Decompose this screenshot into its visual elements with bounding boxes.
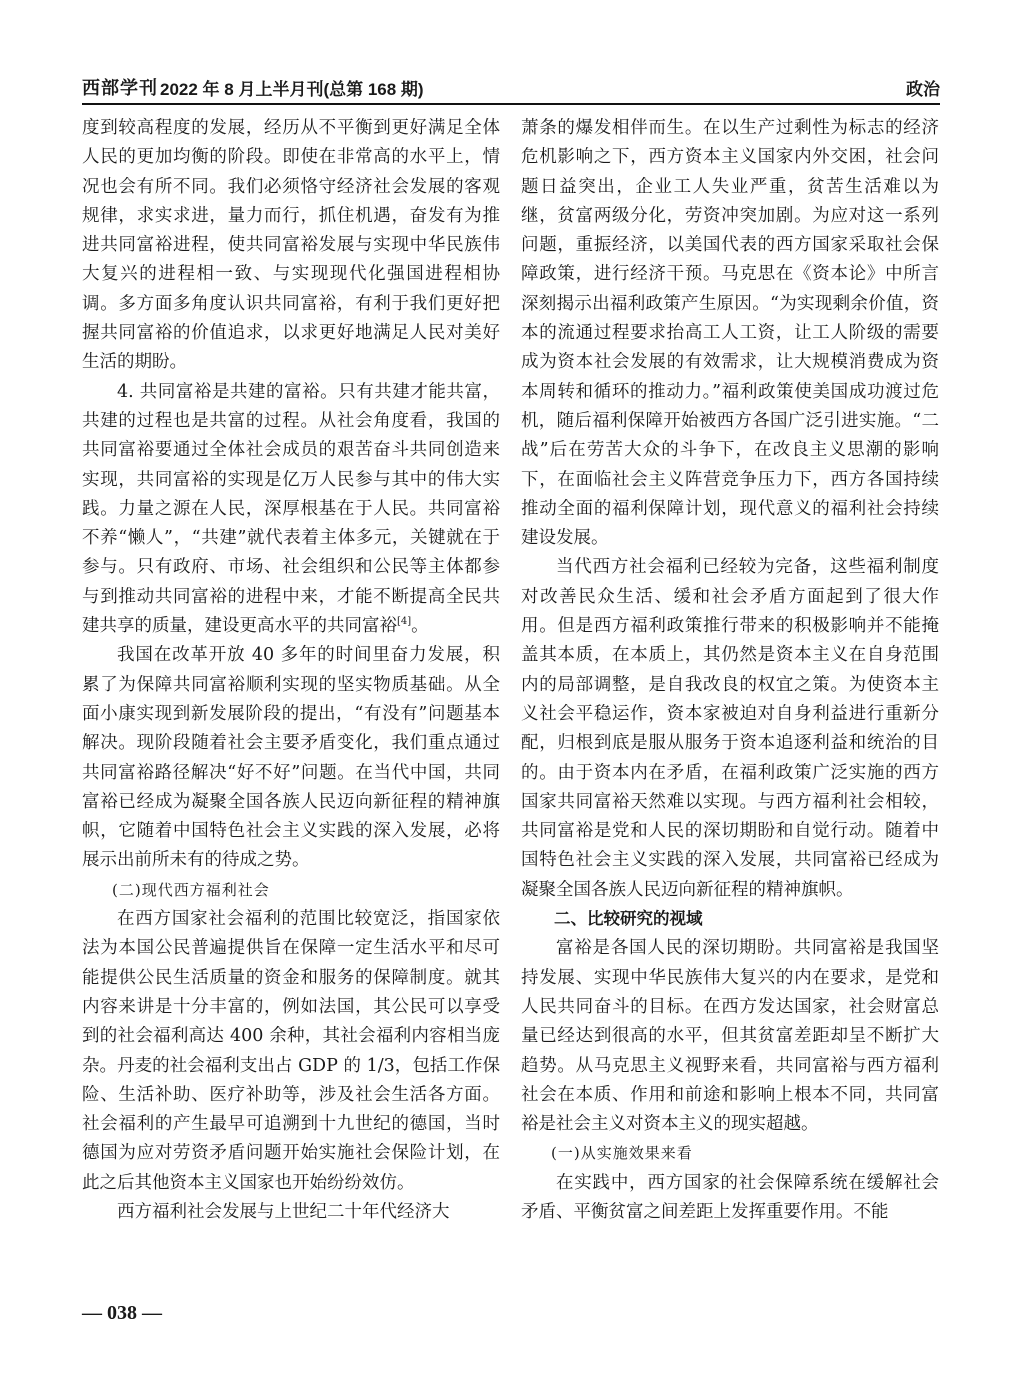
paragraph: 在西方国家社会福利的范围比较宽泛，指国家依法为本国公民普遍提供旨在保障一定生活水平和尽可能提供公民生活质量的资金和服务的保障制度。就其内容来讲是十分丰富的，例如法国，其公民可以享受到的社会福利高达 400 余种，其社会福利内容相当庞杂。丹麦的社会福利支出占 GDP 的 1/3，包括工作保险、生活补助、医疗补助等，涉及社会生活各方面。社会福利的产生最早可追溯到十九世纪的德国，当时德国为应对劳资矛盾问题开始实施社会保险计划，在此之后其他资本主义国家也开始纷纷效仿。	[82, 909, 500, 1193]
left-column	[82, 114, 500, 1227]
page-header	[82, 72, 940, 100]
paragraph: 当代西方社会福利已经较为完备，这些福利制度对改善民众生活、缓和社会矛盾方面起到了很大作用。但是西方福利政策推行带来的积极影响并不能掩盖其本质，在本质上，其仍然是资本主义在自身范围内的局部调整，是自我改良的权宜之策。为使资本主义社会平稳运作，资本家被迫对自身利益进行重新分配，归根到底是服从服务于资本追逐利益和统治的目的。由于资本内在矛盾，在福利政策广泛实施的西方国家共同富裕天然难以实现。与西方福利社会相较，共同富裕是党和人民的深切期盼和自觉行动。随着中国特色社会主义实践的深入发展，共同富裕已经成为凝聚全国各族人民迈向新征程的精神旗帜。	[521, 557, 939, 900]
paragraph: 萧条的爆发相伴而生。在以生产过剩性为标志的经济危机影响之下，西方资本主义国家内外交困，社会问题日益突出，企业工人失业严重，贫苦生活难以为继，贫富两级分化，劳资冲突加剧。为应对这一系列问题，重振经济，以美国代表的西方国家采取社会保障政策，进行经济干预。马克思在《资本论》中所言深刻揭示出福利政策产生原因。“为实现剩余价值，资本的流通过程要求抬高工人工资，让工人阶级的需要成为资本社会发展的有效需求，让大规模消费成为资本周转和循环的推动力。”福利政策使美国成功渡过危机，随后福利保障开始被西方各国广泛引进实施。“二战”后在劳苦大众的斗争下，在改良主义思潮的影响下，在面临社会主义阵营竞争压力下，西方各国持续推动全面的福利保障计划，现代意义的福利社会持续建设发展。	[521, 118, 939, 549]
journal-name: 西部学刊	[82, 78, 158, 99]
issue-info: 2022 年 8 月上半月刊(总第 168 期)	[160, 80, 424, 99]
paragraph: 富裕是各国人民的深切期盼。共同富裕是我国坚持发展、实现中华民族伟大复兴的内在要求，是党和人民共同奋斗的目标。在西方发达国家，社会财富总量已经达到很高的水平，但其贫富差距却呈不断扩大趋势。从马克思主义视野来看，共同富裕与西方福利社会在本质、作用和前途和影响上根本不同，共同富裕是社会主义对资本主义的现实超越。	[521, 938, 939, 1135]
section-heading: 二、比较研究的视域	[554, 910, 703, 929]
paragraph: 西方福利社会发展与上世纪二十年代经济大	[117, 1201, 450, 1222]
right-column	[521, 114, 939, 1227]
paragraph	[82, 378, 500, 642]
header-rule	[82, 103, 940, 105]
paragraph: 在实践中，西方国家的社会保障系统在缓解社会矛盾、平衡贫富之间差距上发挥重要作用。不能	[521, 1172, 939, 1222]
citation-ref: [4]	[397, 616, 412, 628]
section-name: 政治	[906, 80, 940, 99]
subsection-heading: (二)现代西方福利社会	[112, 880, 270, 899]
subsection-heading: (一)从实施效果来看	[551, 1144, 693, 1163]
page-number: — 038 —	[82, 1302, 162, 1324]
paragraph-text: 4. 共同富裕是共建的富裕。只有共建才能共富，共建的过程也是共富的过程。从社会角度看，我国的共同富裕要通过全体社会成员的艰苦奋斗共同创造来实现，共同富裕的实现是亿万人民参与其中的伟大实践。力量之源在人民，深厚根基在于人民。共同富裕不养“懒人”，“共建”就代表着主体多元，关键就在于参与。只有政府、市场、社会组织和公民等主体都参与到推动共同富裕的进程中来，才能不断提高全民共建共享的质量，建设更高水平的共同富裕	[82, 381, 500, 637]
paragraph: 我国在改革开放 40 多年的时间里奋力发展，积累了为保障共同富裕顺利实现的坚实物质基础。从全面小康实现到新发展阶段的提出，“有没有”问题基本解决。现阶段随着社会主要矛盾变化，我们重点通过共同富裕路径解决“好不好”问题。在当代中国，共同富裕已经成为凝聚全国各族人民迈向新征程的精神旗帜，它随着中国特色社会主义实践的深入发展，必将展示出前所未有的待成之势。	[82, 645, 500, 871]
paragraph-end: 。	[411, 616, 429, 637]
paragraph: 度到较高程度的发展，经历从不平衡到更好满足全体人民的更加均衡的阶段。即使在非常高的水平上，情况也会有所不同。我们必须恪守经济社会发展的客观规律，求实求进，量力而行，抓住机遇，奋发有为推进共同富裕进程，使共同富裕发展与实现中华民族伟大复兴的进程相一致、与实现现代化强国进程相协调。多方面多角度认识共同富裕，有利于我们更好把握共同富裕的价值追求，以求更好地满足人民对美好生活的期盼。	[82, 118, 500, 373]
